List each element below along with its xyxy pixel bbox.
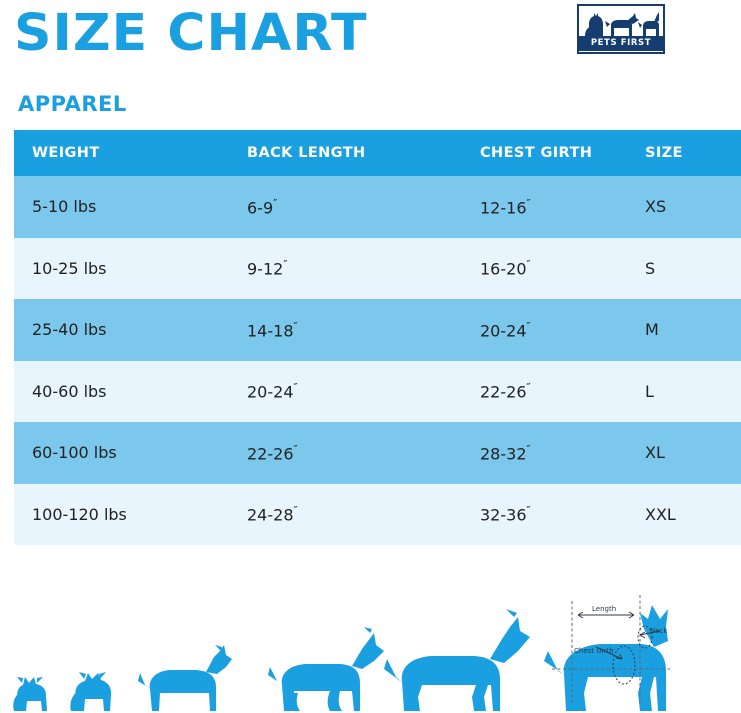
cell-weight: 100-120 lbs — [14, 484, 229, 546]
value: 28-32 — [480, 443, 527, 463]
brand-name: PETS FIRST — [579, 36, 663, 51]
table-row — [14, 484, 741, 546]
column-header-back-length: BACK LENGTH — [229, 130, 462, 176]
inch-mark: ″ — [526, 504, 530, 518]
value: 24-28 — [247, 505, 294, 525]
table-body — [14, 176, 741, 545]
cell-chest-girth — [462, 238, 627, 300]
value: 6-9 — [247, 197, 274, 217]
cell-weight: 10-25 lbs — [14, 238, 229, 300]
dog-silhouette-xs — [13, 677, 47, 711]
table-header-row — [14, 130, 741, 176]
inch-mark: ″ — [293, 381, 297, 395]
inch-mark: ″ — [293, 442, 297, 456]
value: 22-26 — [480, 382, 527, 402]
value: 12-16 — [480, 197, 527, 217]
cell-back-length — [229, 238, 462, 300]
cell-chest-girth — [462, 422, 627, 484]
cell-size: XL — [627, 422, 741, 484]
label-chest-girth: Chest Girth — [574, 647, 614, 655]
table-row — [14, 361, 741, 423]
value: 32-36 — [480, 505, 527, 525]
dog-size-illustration — [0, 573, 679, 713]
inch-mark: ″ — [293, 319, 297, 333]
cell-chest-girth — [462, 176, 627, 238]
inch-mark: ″ — [526, 196, 530, 210]
page-header — [14, 0, 665, 78]
cell-size: S — [627, 238, 741, 300]
cell-weight: 40-60 lbs — [14, 361, 229, 423]
brand-logo — [577, 4, 665, 54]
page-title: SIZE CHART — [14, 4, 368, 63]
cell-weight: 60-100 lbs — [14, 422, 229, 484]
inch-mark: ″ — [526, 258, 530, 272]
three-dogs-icon — [579, 6, 663, 36]
value: 22-26 — [247, 443, 294, 463]
table-head — [14, 130, 741, 176]
value: 20-24 — [480, 320, 527, 340]
cell-back-length — [229, 484, 462, 546]
inch-mark: ″ — [293, 504, 297, 518]
cell-chest-girth — [462, 361, 627, 423]
table-row — [14, 422, 741, 484]
dog-silhouette-xxl — [544, 605, 668, 711]
dog-silhouette-m — [138, 645, 232, 711]
value: 16-20 — [480, 259, 527, 279]
inch-mark: ″ — [283, 258, 287, 272]
cell-back-length — [229, 176, 462, 238]
cell-weight: 25-40 lbs — [14, 299, 229, 361]
table-row — [14, 299, 741, 361]
cell-back-length — [229, 422, 462, 484]
label-length: Length — [592, 605, 617, 613]
dog-silhouette-l — [268, 627, 384, 711]
column-header-chest-girth: CHEST GIRTH — [462, 130, 627, 176]
value: 14-18 — [247, 320, 294, 340]
cell-back-length — [229, 361, 462, 423]
cell-size: L — [627, 361, 741, 423]
label-neck: Neck — [650, 627, 668, 635]
dog-silhouette-xl — [384, 609, 530, 711]
cell-size: M — [627, 299, 741, 361]
section-label-apparel: APPAREL — [18, 92, 127, 116]
cell-chest-girth — [462, 484, 627, 546]
cell-weight: 5-10 lbs — [14, 176, 229, 238]
inch-mark: ″ — [526, 319, 530, 333]
value: 20-24 — [247, 382, 294, 402]
column-header-weight: WEIGHT — [14, 130, 229, 176]
inch-mark: ″ — [526, 442, 530, 456]
table-row — [14, 176, 741, 238]
column-header-size: SIZE — [627, 130, 741, 176]
cell-size: XXL — [627, 484, 741, 546]
table-row — [14, 238, 741, 300]
value: 9-12 — [247, 259, 284, 279]
inch-mark: ″ — [526, 381, 530, 395]
apparel-size-table — [14, 130, 741, 545]
inch-mark: ″ — [273, 196, 277, 210]
cell-back-length — [229, 299, 462, 361]
dog-silhouette-s — [70, 672, 111, 711]
cell-chest-girth — [462, 299, 627, 361]
cell-size: XS — [627, 176, 741, 238]
